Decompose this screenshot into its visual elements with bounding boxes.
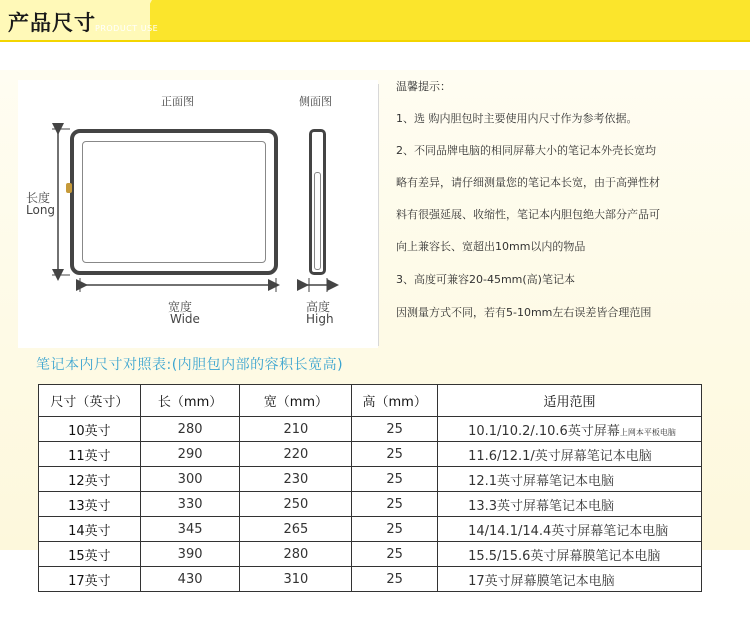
table-header-row [39, 385, 702, 417]
height-cell: 25 [352, 542, 438, 567]
size-cell: 17英寸 [39, 567, 141, 592]
length-cell: 280 [140, 417, 240, 442]
size-cell: 15英寸 [39, 542, 141, 567]
width-label-en: Wide [170, 312, 200, 326]
tip-line-3: 略有差异，请仔细测量您的笔记本长宽，由于高弹性材 [396, 176, 660, 189]
length-cell: 345 [140, 517, 240, 542]
size-cell: 10英寸 [39, 417, 141, 442]
header-size: 尺寸（英寸） [39, 385, 141, 417]
table-row [39, 442, 702, 467]
header-height: 高（mm） [352, 385, 438, 417]
table-row [39, 542, 702, 567]
height-cell: 25 [352, 567, 438, 592]
header-width: 宽（mm） [240, 385, 352, 417]
tip-line-7: 因测量方式不同，若有5-10mm左右误差皆合理范围 [396, 306, 652, 319]
width-cell: 250 [240, 492, 352, 517]
header-subtitle: PRODUCT USE [95, 24, 159, 33]
width-cell: 310 [240, 567, 352, 592]
table-title: 笔记本内尺寸对照表:(内胆包内部的容积长宽高) [36, 357, 344, 373]
tip-line-6: 3、高度可兼容20-45mm(高)笔记本 [396, 273, 575, 286]
use-cell: 11.6/12.1/英寸屏幕笔记本电脑 [438, 442, 702, 467]
size-cell: 11英寸 [39, 442, 141, 467]
use-note: 上网本平板电脑 [619, 427, 676, 437]
table-row [39, 492, 702, 517]
header-length: 长（mm） [140, 385, 240, 417]
table-row [39, 517, 702, 542]
tip-line-4: 料有很强延展、收缩性，笔记本内胆包绝大部分产品可 [396, 208, 660, 221]
height-cell: 25 [352, 517, 438, 542]
size-table [38, 384, 702, 592]
length-cell: 300 [140, 467, 240, 492]
length-cell: 390 [140, 542, 240, 567]
table-row [39, 417, 702, 442]
width-cell: 230 [240, 467, 352, 492]
table-row [39, 567, 702, 592]
height-cell: 25 [352, 417, 438, 442]
use-cell: 15.5/15.6英寸屏幕膜笔记本电脑 [438, 542, 702, 567]
size-cell: 13英寸 [39, 492, 141, 517]
use-cell [438, 417, 702, 442]
size-cell: 12英寸 [39, 467, 141, 492]
height-cell: 25 [352, 467, 438, 492]
width-cell: 210 [240, 417, 352, 442]
height-cell: 25 [352, 492, 438, 517]
front-view-label: 正面图 [161, 95, 194, 108]
use-cell: 13.3英寸屏幕笔记本电脑 [438, 492, 702, 517]
length-cell: 290 [140, 442, 240, 467]
length-cell: 330 [140, 492, 240, 517]
height-label-en: High [306, 312, 334, 326]
use-cell: 14/14.1/14.4英寸屏幕笔记本电脑 [438, 517, 702, 542]
tips-heading: 温馨提示： [396, 80, 451, 93]
use-text: 10.1/10.2/.10.6英寸屏幕 [468, 423, 620, 439]
tip-line-2: 2、不同品牌电脑的相同屏幕大小的笔记本外壳长宽均 [396, 144, 656, 157]
height-cell: 25 [352, 442, 438, 467]
header-use: 适用范围 [438, 385, 702, 417]
use-cell: 12.1英寸屏幕笔记本电脑 [438, 467, 702, 492]
length-label-cn: 长度 [26, 191, 51, 205]
size-cell: 14英寸 [39, 517, 141, 542]
side-view-label: 侧面图 [299, 95, 332, 108]
height-label-cn: 高度 [306, 300, 331, 314]
table-row [39, 467, 702, 492]
length-cell: 430 [140, 567, 240, 592]
width-cell: 280 [240, 542, 352, 567]
width-cell: 265 [240, 517, 352, 542]
length-label-en: Long [26, 203, 56, 217]
width-cell: 220 [240, 442, 352, 467]
tip-line-5: 向上兼容长、宽超出10mm以内的物品 [396, 240, 586, 253]
tip-line-1: 1、选 购内胆包时主要使用内尺寸作为参考依据。 [396, 112, 638, 125]
width-label-cn: 宽度 [168, 300, 193, 314]
header-title: 产品尺寸 [8, 11, 96, 35]
use-cell: 17英寸屏幕膜笔记本电脑 [438, 567, 702, 592]
